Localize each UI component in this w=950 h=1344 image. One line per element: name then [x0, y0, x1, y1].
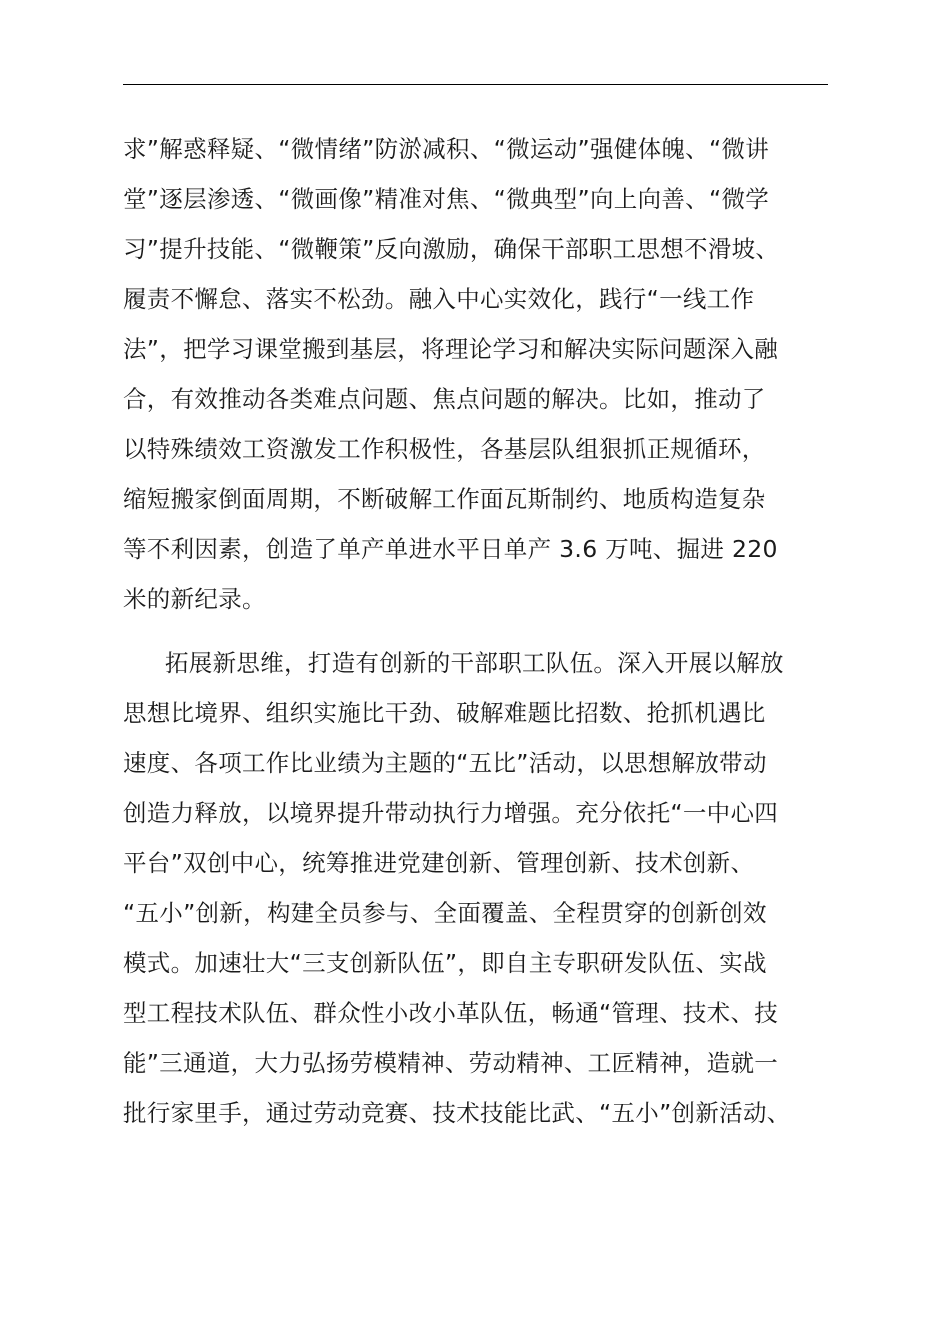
text-line: 平台”双创中心，统筹推进党建创新、管理创新、技术创新、	[123, 849, 755, 877]
text-line: 法”，把学习课堂搬到基层，将理论学习和解决实际问题深入融	[123, 335, 779, 363]
text-line-first-indent: 拓展新思维，打造有创新的干部职工队伍。深入开展以解放	[165, 649, 784, 677]
text-line: 以特殊绩效工资激发工作积极性，各基层队组狠抓正规循环，	[123, 435, 766, 463]
paragraph-1	[123, 124, 843, 624]
text-line: 堂”逐层渗透、“微画像”精准对焦、“微典型”向上向善、“微学	[123, 185, 770, 213]
text-line: 速度、各项工作比业绩为主题的“五比”活动，以思想解放带动	[123, 749, 767, 777]
text-line: 合，有效推动各类难点问题、焦点问题的解决。比如，推动了	[123, 385, 766, 413]
text-line: 创造力释放，以境界提升带动执行力增强。充分依托“一中心四	[123, 799, 779, 827]
text-line: “五小”创新，构建全员参与、全面覆盖、全程贯穿的创新创效	[123, 899, 767, 927]
text-line: 习”提升技能、“微鞭策”反向激励，确保干部职工思想不滑坡、	[123, 235, 780, 263]
text-line: 型工程技术队伍、群众性小改小革队伍，畅通“管理、技术、技	[123, 999, 779, 1027]
text-line: 批行家里手，通过劳动竞赛、技术技能比武、“五小”创新活动、	[123, 1099, 791, 1127]
text-line: 等不利因素，创造了单产单进水平日单产 3.6 万吨、掘进 220	[123, 535, 778, 563]
text-line: 模式。加速壮大“三支创新队伍”，即自主专职研发队伍、实战	[123, 949, 767, 977]
text-line: 缩短搬家倒面周期，不断破解工作面瓦斯制约、地质构造复杂	[123, 485, 766, 513]
paragraph-2	[123, 638, 843, 1138]
text-line: 能”三通道，大力弘扬劳模精神、劳动精神、工匠精神，造就一	[123, 1049, 779, 1077]
document-body	[123, 124, 843, 1138]
text-line: 思想比境界、组织实施比干劲、破解难题比招数、抢抓机遇比	[123, 699, 766, 727]
header-rule	[123, 84, 828, 85]
text-line: 米的新纪录。	[123, 585, 266, 613]
paragraph-spacer	[123, 624, 843, 638]
text-line: 履责不懈怠、落实不松劲。融入中心实效化，践行“一线工作	[123, 285, 755, 313]
text-line: 求”解惑释疑、“微情绪”防淤减积、“微运动”强健体魄、“微讲	[123, 135, 770, 163]
